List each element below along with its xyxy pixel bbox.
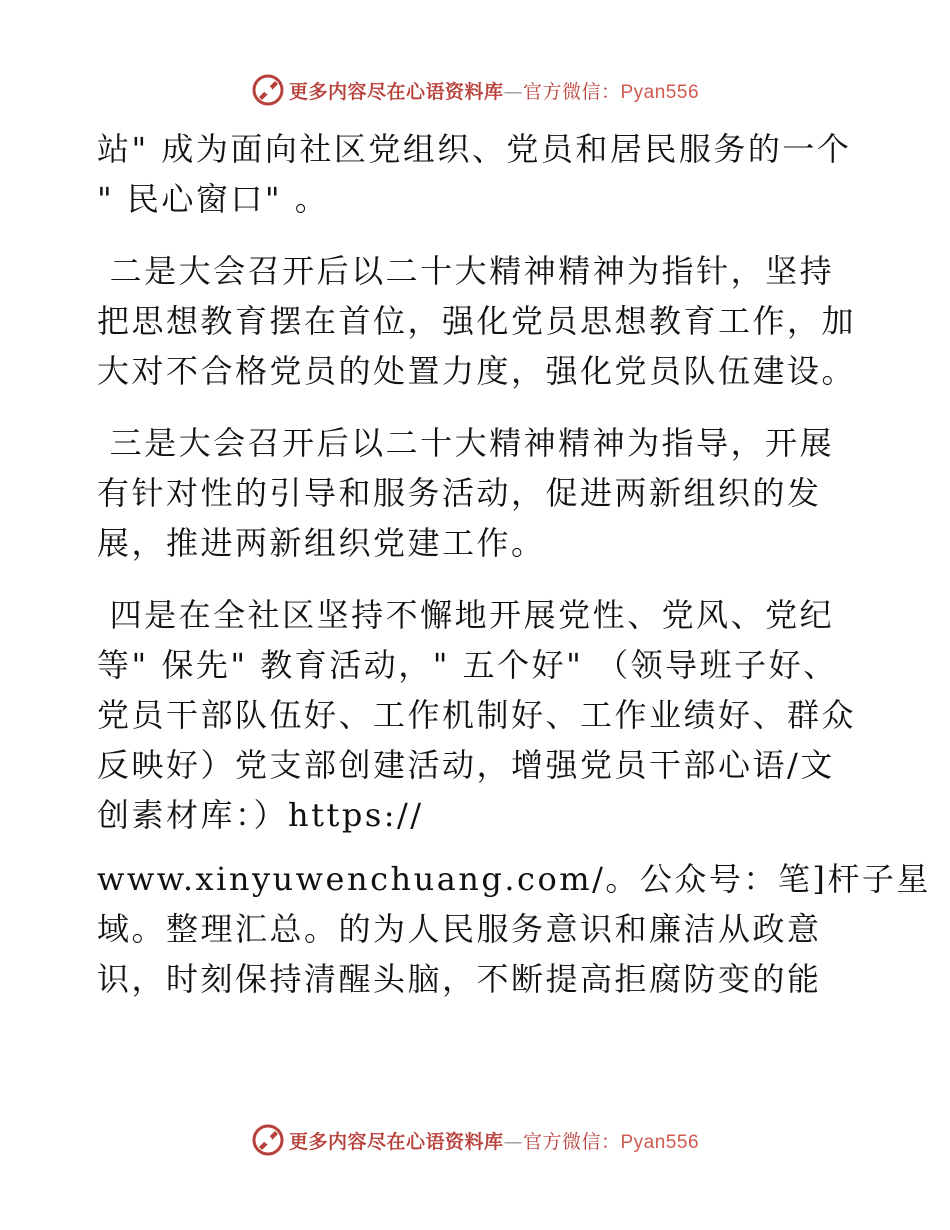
header-text xyxy=(289,77,699,104)
text-line: 三是大会召开后以二十大精神精神为指导，开展 xyxy=(97,424,835,462)
text-line: 有针对性的引导和服务活动，促进两新组织的发 xyxy=(97,474,822,512)
footer-text xyxy=(289,1127,699,1154)
text-line: 展，推进两新组织党建工作。 xyxy=(97,524,546,562)
text-line: 域。整理汇总。的为人民服务意识和廉洁从政意 xyxy=(97,910,822,948)
header-dash: — xyxy=(503,80,523,103)
text-line: www.xinyuwenchuang.com/。公众号：笔]杆子星 xyxy=(97,860,931,898)
brand-logo-icon xyxy=(251,73,285,107)
paragraph-gap xyxy=(97,568,857,590)
text-line: 反映好）党支部创建活动，增强党员干部心语/文 xyxy=(97,746,835,784)
brand-logo-icon xyxy=(251,1123,285,1157)
footer-dash: — xyxy=(503,1130,523,1153)
footer-banner xyxy=(0,1120,950,1160)
text-line: 党员干部队伍好、工作机制好、工作业绩好、群众 xyxy=(97,696,857,734)
footer-site-text: 更多内容尽在心语资料库 xyxy=(288,1130,504,1153)
text-line: 创素材库：）https:// xyxy=(97,796,424,834)
text-line: 等" 保先" 教育活动，" 五个好" （领导班子好、 xyxy=(97,646,838,684)
text-line: 把思想教育摆在首位，强化党员思想教育工作，加 xyxy=(97,302,857,340)
text-line: " 民心窗口" 。 xyxy=(97,180,330,218)
document-body xyxy=(97,124,931,1004)
header-official-label: 官方微信： xyxy=(522,80,621,103)
text-line: 大对不合格党员的处置力度，强化党员队伍建设。 xyxy=(97,352,857,390)
text-line: 站" 成为面向社区党组织、党员和居民服务的一个 xyxy=(97,130,852,168)
header-site-text: 更多内容尽在心语资料库 xyxy=(288,80,504,103)
text-line: 二是大会召开后以二十大精神精神为指针，坚持 xyxy=(97,252,835,290)
paragraph-gap xyxy=(97,224,857,246)
text-line: 识，时刻保持清醒头脑，不断提高拒腐防变的能 xyxy=(97,960,822,998)
header-banner xyxy=(0,70,950,110)
text-line: 四是在全社区坚持不懈地开展党性、党风、党纪 xyxy=(97,596,835,634)
footer-wechat-id: Pyan556 xyxy=(620,1131,700,1153)
paragraph-gap xyxy=(97,396,857,418)
footer-official-label: 官方微信： xyxy=(522,1130,621,1153)
paragraph-gap xyxy=(97,840,857,854)
header-wechat-id: Pyan556 xyxy=(620,81,700,103)
